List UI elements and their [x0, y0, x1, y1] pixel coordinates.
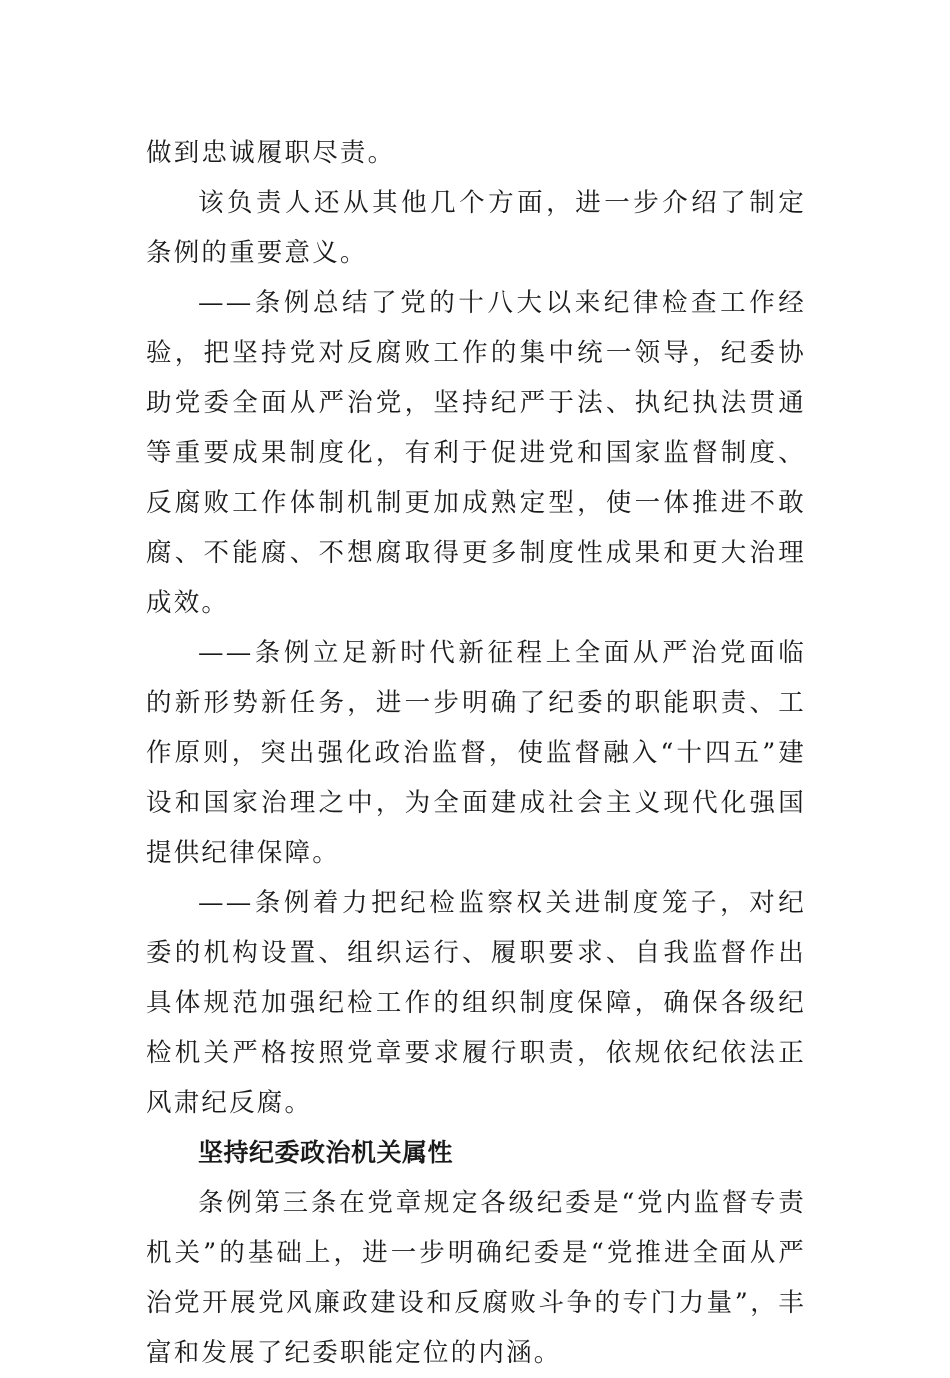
paragraph-intro: 该负责人还从其他几个方面，进一步介绍了制定条例的重要意义。: [146, 188, 806, 268]
paragraph-point-3: ——条例着力把纪检监察权关进制度笼子，对纪委的机构设置、组织运行、履职要求、自我监督作出具体规范加强纪检工作的组织制度保障，确保各级纪检机关严格按照党章要求履行职责，依规依纪依法正风肃纪反腐。: [146, 888, 806, 1118]
paragraph-point-1: ——条例总结了党的十八大以来纪律检查工作经验，把坚持党对反腐败工作的集中统一领导，纪委协助党委全面从严治党，坚持纪严于法、执纪执法贯通等重要成果制度化，有利于促进党和国家监督制度、反腐败工作体制机制更加成熟定型，使一体推进不敢腐、不能腐、不想腐取得更多制度性成果和更大治理成效。: [146, 288, 806, 618]
section-paragraph: 条例第三条在党章规定各级纪委是“党内监督专责机关”的基础上，进一步明确纪委是“党推进全面从严治党开展党风廉政建设和反腐败斗争的专门力量”，丰富和发展了纪委职能定位的内涵。: [146, 1188, 806, 1368]
paragraph-point-2: ——条例立足新时代新征程上全面从严治党面临的新形势新任务，进一步明确了纪委的职能职责、工作原则，突出强化政治监督，使监督融入“十四五”建设和国家治理之中，为全面建成社会主义现代化强国提供纪律保障。: [146, 638, 806, 868]
section-heading: 坚持纪委政治机关属性: [198, 1138, 454, 1167]
paragraph-continuation: 做到忠诚履职尽责。: [146, 138, 396, 168]
document-body: [146, 128, 806, 1378]
